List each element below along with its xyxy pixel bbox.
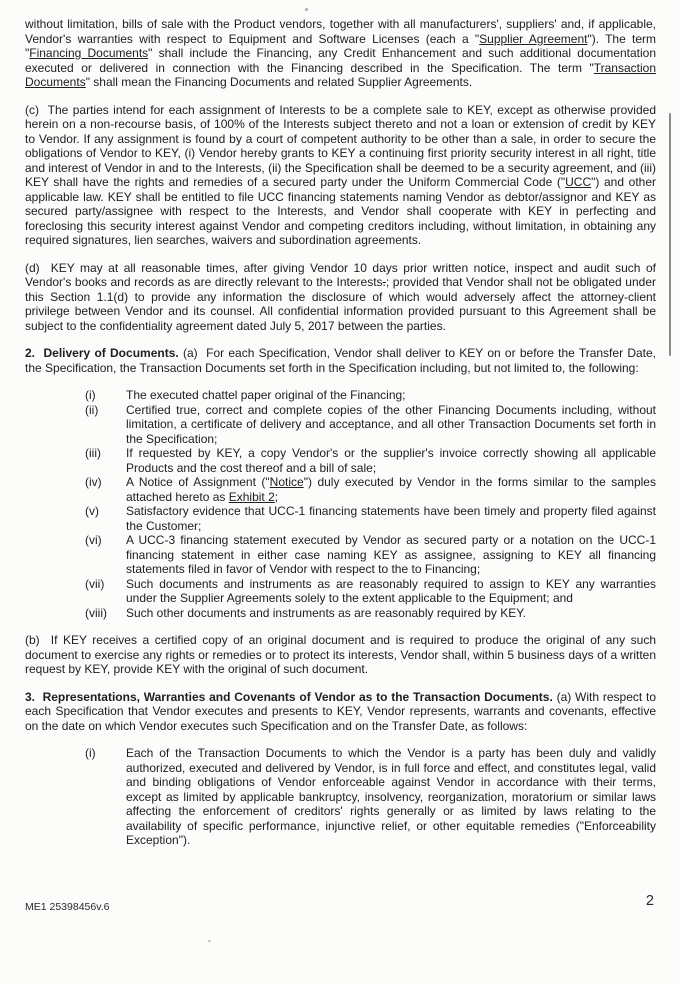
text-run: A Notice of Assignment (" [126,475,270,489]
list-marker: (ii) [85,402,99,417]
text-run: ") and other applicable law. KEY shall be entitled to file UCC financing statements naming Vendor as debtor/assignor and KEY as secured party/assignee with respect to the Interests, and Vendor shall cooperate with KEY in perfecting and foreclosing this security interest against Vendor and competing creditors including, without limitation, in obtaining any required signatures, lien searches, waivers and subordination agreements. [25,175,657,247]
list-item-text [126,577,656,606]
list-item-text [126,533,656,577]
text-run: "). The term " [25,31,656,60]
text-run: The executed chattel paper original of the Financing; [126,388,406,402]
text-run: ; provided that Vendor shall not be obligated under this Section 1.1(d) to provide any information the disclosure of which would adversely affect the attorney-client privilege between Vendor and its counsel. All confidential information provided pursuant to this Agreement shall be subject to the confidentiality agreement dated July 5, 2017 between the parties. [25,275,656,333]
text-run: 2. Delivery of Documents. [25,346,179,360]
list-item [85,577,656,606]
list-marker: (vi) [85,533,102,547]
text-run: (c) The parties intend for each assignment of Interests to be a complete sale to KEY, except as otherwise provided herein on a non-recourse basis, of 100% of the Interests subject thereto and not a loan or extension of credit by KEY to Vendor. If any assignment is found by a court of competent authority to be other than a sale, in order to secure the obligations of Vendor to KEY, (i) Vendor hereby grants to KEY a continuing first priority security interest in all right, title and interest of Vendor in and to the Interests, (ii) the Specification shall be deemed to be a security agreement, and (iii) KEY shall have the rights and remedies of a secured party under the Uniform Commercial Code (" [25,102,656,189]
list-item [85,533,656,577]
text-run: ; [274,489,279,504]
list-marker: (iii) [85,446,101,460]
paragraph-d [25,261,656,334]
list-marker: (i) [85,746,96,760]
text-run: (d) KEY may at all reasonable times, after giving Vendor 10 days prior written notice, inspect and audit such of Vendor's books and records as are directly relevant to the Interests [25,260,656,289]
text-run: " shall mean the Financing Documents and related Supplier Agreements. [85,75,473,89]
list-marker: (v) [85,504,99,518]
list-item-text [126,606,656,621]
list-item [85,746,656,848]
section-2-heading-paragraph [25,346,656,375]
list-marker: (vii) [85,576,105,591]
scan-artifact-dot [305,8,308,11]
list-marker: (i) [85,388,96,402]
text-run: ") duly executed by Vendor in the forms similar to the samples attached hereto as [126,475,656,504]
list-item-text [126,403,656,447]
list-item [85,606,656,621]
scan-artifact-dot [208,940,211,942]
list-item [85,446,656,475]
representations-list [25,746,656,848]
text-run: Certified true, correct and complete copies of the other Financing Documents including, without limitation, a certificate of delivery and acceptance, and all other Transaction Documents set forth in the Specification; [126,402,656,446]
defined-term: Supplier Agreement [479,31,588,46]
list-item [85,475,656,504]
list-item [85,403,656,447]
list-item-text [126,746,656,848]
paragraph-continuation [25,17,656,90]
text-run: without limitation, bills of sale with the Product vendors, together with all manufacturers', suppliers' and, if applicable, Vendor's warranties with respect to Equipment and Software Licenses (each a " [25,17,656,46]
text-run: . [382,275,386,289]
text-run: (b) If KEY receives a certified copy of an original document and is required to produce the original of any such document to exercise any rights or remedies or to protect its interests, Vendor shall, within 5 business days of a written request by KEY, provide KEY with the original of such document. [25,633,656,676]
scan-artifact-line [669,113,671,356]
text-run: 3. Representations, Warranties and Covenants of Vendor as to the Transaction Documents. [25,689,553,704]
page-number: 2 [645,893,654,909]
document-id-footer: ME1 25398456v.6 [25,901,110,913]
text-run: (a) With respect to each Specification that Vendor executes and presents to KEY, Vendor represents, warrants and covenants, effective on the date on which Vendor executes such Specification and on the Transfer Date, as follows: [25,689,656,733]
text-run: Such documents and instruments as are reasonably required to assign to KEY any warranties under the Supplier Agreements solely to the extent applicable to the Equipment; and [126,576,656,605]
text-run: A UCC-3 financing statement executed by Vendor as secured party or a notation on the UCC-1 financing statement in either case naming KEY as assignee, assigning to KEY all financing statements filed in favor of Vendor with respect to the to Financing; [126,533,656,576]
list-item-text [126,504,656,533]
document-content [25,17,656,861]
paragraph-b [25,633,656,677]
list-item [85,504,656,533]
list-marker: (iv) [85,475,102,489]
text-run: If requested by KEY, a copy Vendor's or the supplier's invoice correctly showing all applicable Products and the cost thereof and a bill of sale; [126,446,656,475]
defined-term: Exhibit 2 [228,489,275,504]
defined-term: Notice [269,475,304,489]
delivery-documents-list [25,388,656,620]
paragraph-c [25,103,656,248]
section-3-heading-paragraph [25,690,656,734]
list-marker: (viii) [85,605,107,620]
list-item [85,388,656,403]
defined-term: Financing Documents [29,46,149,60]
text-run: Such other documents and instruments as are reasonably required by KEY. [126,605,527,620]
text-run: (a) For each Specification, Vendor shall deliver to KEY on or before the Transfer Date, the Specification, the Transaction Documents set forth in the Specification including, but not limited to, the following: [25,346,656,375]
defined-term: Transaction Documents [25,60,656,89]
text-run: Each of the Transaction Documents to which the Vendor is a party has been duly and validly authorized, executed and delivered by Vendor, is in full force and effect, and constitutes legal, valid and binding obligations of Vendor enforceable against Vendor in accordance with their terms, except as limited by applicable bankruptcy, insolvency, reorganization, moratorium or similar laws affecting the enforcement of creditors' rights generally or as limited by laws relating to the availability of specific performance, injunctive relief, or other equitable remedies ("Enforceability Exception"). [126,746,656,847]
list-item-text [126,446,656,475]
text-run: " shall include the Financing, any Credit Enhancement and such additional documentation executed or delivered in connection with the Financing described in the Specification. The term " [25,46,656,75]
list-item-text [126,388,656,403]
text-run: Satisfactory evidence that UCC-1 financing statements have been timely and property filed against the Customer; [126,504,656,533]
list-item-text [126,475,656,504]
defined-term: UCC [565,175,592,189]
